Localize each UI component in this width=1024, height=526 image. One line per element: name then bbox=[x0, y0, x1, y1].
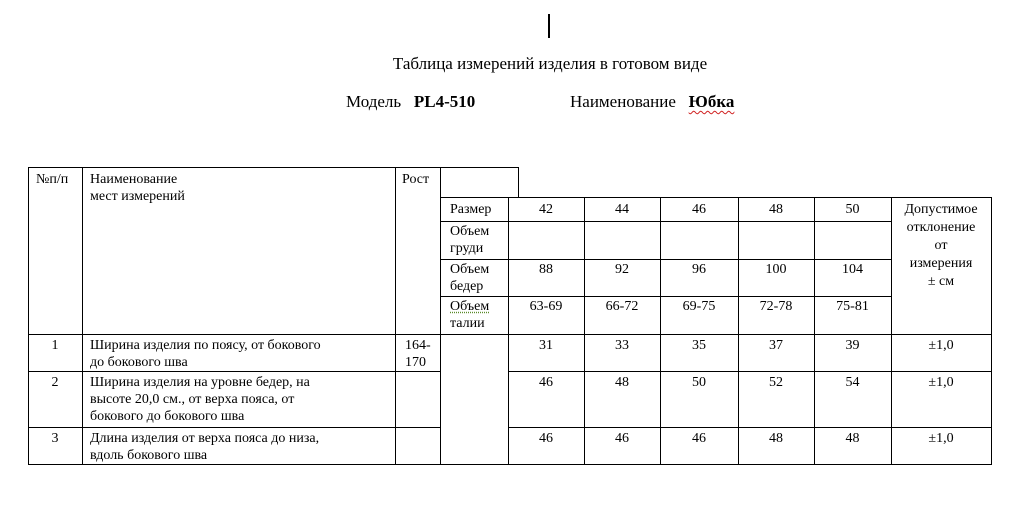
size-50: 50 bbox=[845, 202, 860, 217]
tolerance-header-line5: ± см bbox=[927, 274, 955, 289]
table-line bbox=[28, 464, 992, 465]
text-cursor bbox=[548, 14, 550, 38]
table-line bbox=[28, 167, 29, 465]
row-value: 46 bbox=[539, 431, 553, 446]
row-value: 35 bbox=[692, 338, 706, 353]
hips-value: 88 bbox=[539, 262, 553, 277]
table-line bbox=[518, 167, 519, 198]
header-number: №п/п bbox=[36, 172, 69, 187]
row-number: 2 bbox=[51, 375, 59, 390]
row-description-line: вдоль бокового шва bbox=[90, 448, 208, 463]
waist-label-word: Объем bbox=[450, 299, 490, 314]
row-value: 46 bbox=[615, 431, 629, 446]
tolerance-header-line1: Допустимое bbox=[904, 202, 978, 217]
table-line bbox=[28, 334, 992, 335]
waist-value: 66-72 bbox=[605, 299, 639, 314]
header-place-line2: мест измерений bbox=[90, 189, 185, 204]
size-48: 48 bbox=[769, 202, 783, 217]
row-tolerance: ±1,0 bbox=[928, 431, 954, 446]
hips-value: 100 bbox=[765, 262, 787, 277]
size-44: 44 bbox=[615, 202, 629, 217]
table-line bbox=[82, 167, 83, 465]
waist-label-line1 bbox=[450, 299, 489, 315]
hips-value: 92 bbox=[615, 262, 629, 277]
table-line bbox=[991, 197, 992, 465]
size-42: 42 bbox=[539, 202, 553, 217]
row-number: 1 bbox=[51, 338, 59, 353]
table-line bbox=[508, 371, 992, 372]
table-line bbox=[660, 197, 661, 465]
hips-value: 96 bbox=[692, 262, 706, 277]
row-value: 46 bbox=[539, 375, 553, 390]
table-line bbox=[508, 197, 509, 465]
row-description-line: Ширина изделия по поясу, от бокового bbox=[90, 338, 321, 353]
row-value: 33 bbox=[615, 338, 629, 353]
size-46: 46 bbox=[692, 202, 706, 217]
row-value: 48 bbox=[845, 431, 860, 446]
waist-value: 63-69 bbox=[529, 299, 563, 314]
waist-label-line2: талии bbox=[450, 316, 485, 331]
row-value: 48 bbox=[769, 431, 783, 446]
tolerance-header-line4: измерения bbox=[909, 256, 973, 271]
table-line bbox=[814, 197, 815, 465]
row-value: 48 bbox=[615, 375, 629, 390]
hips-value: 104 bbox=[842, 262, 863, 277]
row-description-line: Ширина изделия на уровне бедер, на bbox=[90, 375, 310, 390]
row-tolerance: ±1,0 bbox=[928, 338, 954, 353]
table-line bbox=[738, 197, 739, 465]
row-value: 37 bbox=[769, 338, 783, 353]
table-line bbox=[584, 197, 585, 465]
table-line bbox=[440, 197, 992, 198]
waist-value: 72-78 bbox=[759, 299, 793, 314]
tolerance-header-line2: отклонение bbox=[906, 220, 976, 235]
chest-label-line1: Объем bbox=[450, 224, 490, 239]
name-line bbox=[570, 92, 734, 112]
header-place-line1: Наименование bbox=[90, 172, 178, 187]
table-line bbox=[395, 167, 396, 465]
row-height-line: 170 bbox=[405, 355, 426, 370]
row-description-line: Длина изделия от верха пояса до низа, bbox=[90, 431, 320, 446]
model-label: Модель bbox=[346, 92, 402, 111]
table-line bbox=[508, 427, 992, 428]
row-tolerance: ±1,0 bbox=[928, 375, 954, 390]
row-number: 3 bbox=[51, 431, 59, 446]
row-description-line: высоте 20,0 см., от верха пояса, от bbox=[90, 392, 295, 407]
waist-value: 69-75 bbox=[682, 299, 716, 314]
row-value: 39 bbox=[845, 338, 860, 353]
size-label: Размер bbox=[450, 202, 492, 217]
table-line bbox=[28, 371, 440, 372]
row-height-line: 164- bbox=[405, 338, 431, 353]
document-title: Таблица измерений изделия в готовом виде bbox=[392, 54, 708, 73]
table-line bbox=[28, 167, 518, 168]
hips-label-line2: бедер bbox=[450, 279, 484, 294]
waist-value: 75-81 bbox=[836, 299, 869, 314]
name-value: Юбка bbox=[688, 92, 735, 111]
tolerance-header-line3: от bbox=[934, 238, 948, 253]
row-value: 31 bbox=[539, 338, 553, 353]
name-label: Наименование bbox=[570, 92, 676, 111]
row-description-line: бокового до бокового шва bbox=[90, 409, 245, 424]
model-line bbox=[346, 92, 475, 112]
row-value: 46 bbox=[692, 431, 706, 446]
row-description-line: до бокового шва bbox=[90, 355, 188, 370]
row-value: 52 bbox=[769, 375, 783, 390]
hips-label-line1: Объем bbox=[450, 262, 490, 277]
model-value: PL4-510 bbox=[413, 92, 476, 111]
table-line bbox=[28, 427, 440, 428]
chest-label-line2: груди bbox=[450, 241, 484, 256]
row-value: 54 bbox=[845, 375, 860, 390]
row-value: 50 bbox=[692, 375, 706, 390]
header-height: Рост bbox=[402, 172, 430, 187]
table-line bbox=[440, 167, 441, 465]
